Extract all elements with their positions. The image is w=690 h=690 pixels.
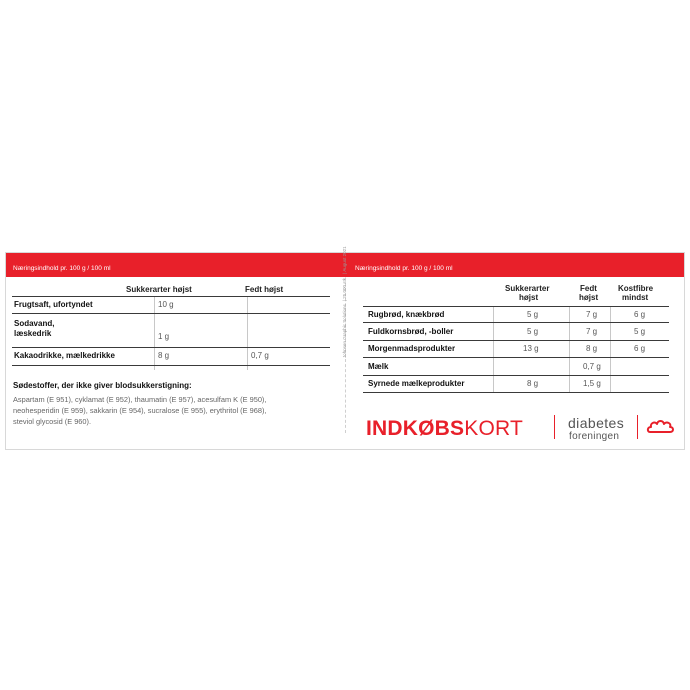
- row-sugar: 10 g: [158, 300, 174, 309]
- header-sugar-line2: højst: [519, 293, 539, 302]
- row-rule: [363, 392, 669, 393]
- row-sugar: 8 g: [158, 351, 170, 360]
- row-rule: [12, 347, 330, 348]
- row-label: Fuldkornsbrød, -boller: [368, 327, 454, 336]
- sweeteners-title: Sødestoffer, der ikke giver blodsukkerstigning:: [13, 381, 192, 390]
- sweeteners-line: Aspartam (E 951), cyklamat (E 952), thaumatin (E 957), acesulfam K (E 950),: [13, 395, 267, 404]
- header-fat: Fedt højst: [245, 285, 284, 294]
- header-sugar: Sukkerarter højst: [126, 285, 192, 294]
- header-fiber-line2: mindst: [622, 293, 649, 302]
- logo-separator: [554, 415, 555, 439]
- header-sugar: Sukkerarter: [505, 284, 550, 293]
- row-label: Kakaodrikke, mælkedrikke: [14, 351, 115, 360]
- logo-separator: [637, 415, 638, 439]
- row-rule: [363, 357, 669, 358]
- row-sugar: 5 g: [527, 327, 539, 336]
- row-label: Frugtsaft, ufortyndet: [14, 300, 93, 309]
- header-fat: Fedt: [580, 284, 597, 293]
- print-info: Johnsen Graphic Solutions| 25.000 stk.| August 2021: [342, 246, 347, 358]
- row-label: Mælk: [368, 362, 389, 371]
- sweeteners-line: neohesperidin (E 959), sakkarin (E 954), sucralose (E 955), erythritol (E 968),: [13, 406, 267, 415]
- column-divider: [247, 297, 248, 370]
- row-rule: [363, 340, 669, 341]
- column-divider: [154, 297, 155, 370]
- right-band-label: Næringsindhold pr. 100 g / 100 ml: [355, 265, 453, 272]
- indkobskort-logo: INDKØBSKORT: [366, 417, 524, 440]
- row-sugar: 5 g: [527, 310, 539, 319]
- column-divider: [493, 307, 494, 393]
- row-fat: 8 g: [586, 344, 598, 353]
- row-fat: 7 g: [586, 327, 598, 336]
- row-rule: [363, 375, 669, 376]
- row-rule: [363, 322, 669, 323]
- row-label: Sodavand,: [14, 319, 55, 328]
- header-rule: [12, 296, 330, 297]
- diabetesforeningen-emblem-icon: [646, 415, 674, 437]
- row-sugar: 1 g: [158, 332, 170, 341]
- row-rule: [12, 365, 330, 366]
- row-label: Morgenmadsprodukter: [368, 344, 456, 353]
- row-fat: 7 g: [586, 310, 598, 319]
- row-rule: [12, 313, 330, 314]
- org-name-line1: diabetes: [568, 415, 625, 431]
- row-label: Rugbrød, knækbrød: [368, 310, 445, 319]
- header-rule: [363, 306, 669, 307]
- shopping-card: [5, 246, 685, 450]
- row-label: Syrnede mælkeprodukter: [368, 379, 465, 388]
- row-fat: 0,7 g: [251, 351, 269, 360]
- sweeteners-line: steviol glycosid (E 960).: [13, 417, 92, 426]
- row-sugar: 13 g: [523, 344, 539, 353]
- row-sugar: 8 g: [527, 379, 539, 388]
- row-fiber: 5 g: [634, 327, 646, 336]
- row-label-line2: læskedrik: [14, 329, 52, 338]
- row-fiber: 6 g: [634, 344, 646, 353]
- row-fat: 0,7 g: [583, 362, 601, 371]
- column-divider: [610, 307, 611, 393]
- row-fiber: 6 g: [634, 310, 646, 319]
- header-fat-line2: højst: [579, 293, 599, 302]
- header-fiber: Kostfibre: [618, 284, 654, 293]
- org-name-line2: foreningen: [569, 431, 620, 442]
- row-fat: 1,5 g: [583, 379, 601, 388]
- left-band-label: Næringsindhold pr. 100 g / 100 ml: [13, 265, 111, 272]
- column-divider: [569, 307, 570, 393]
